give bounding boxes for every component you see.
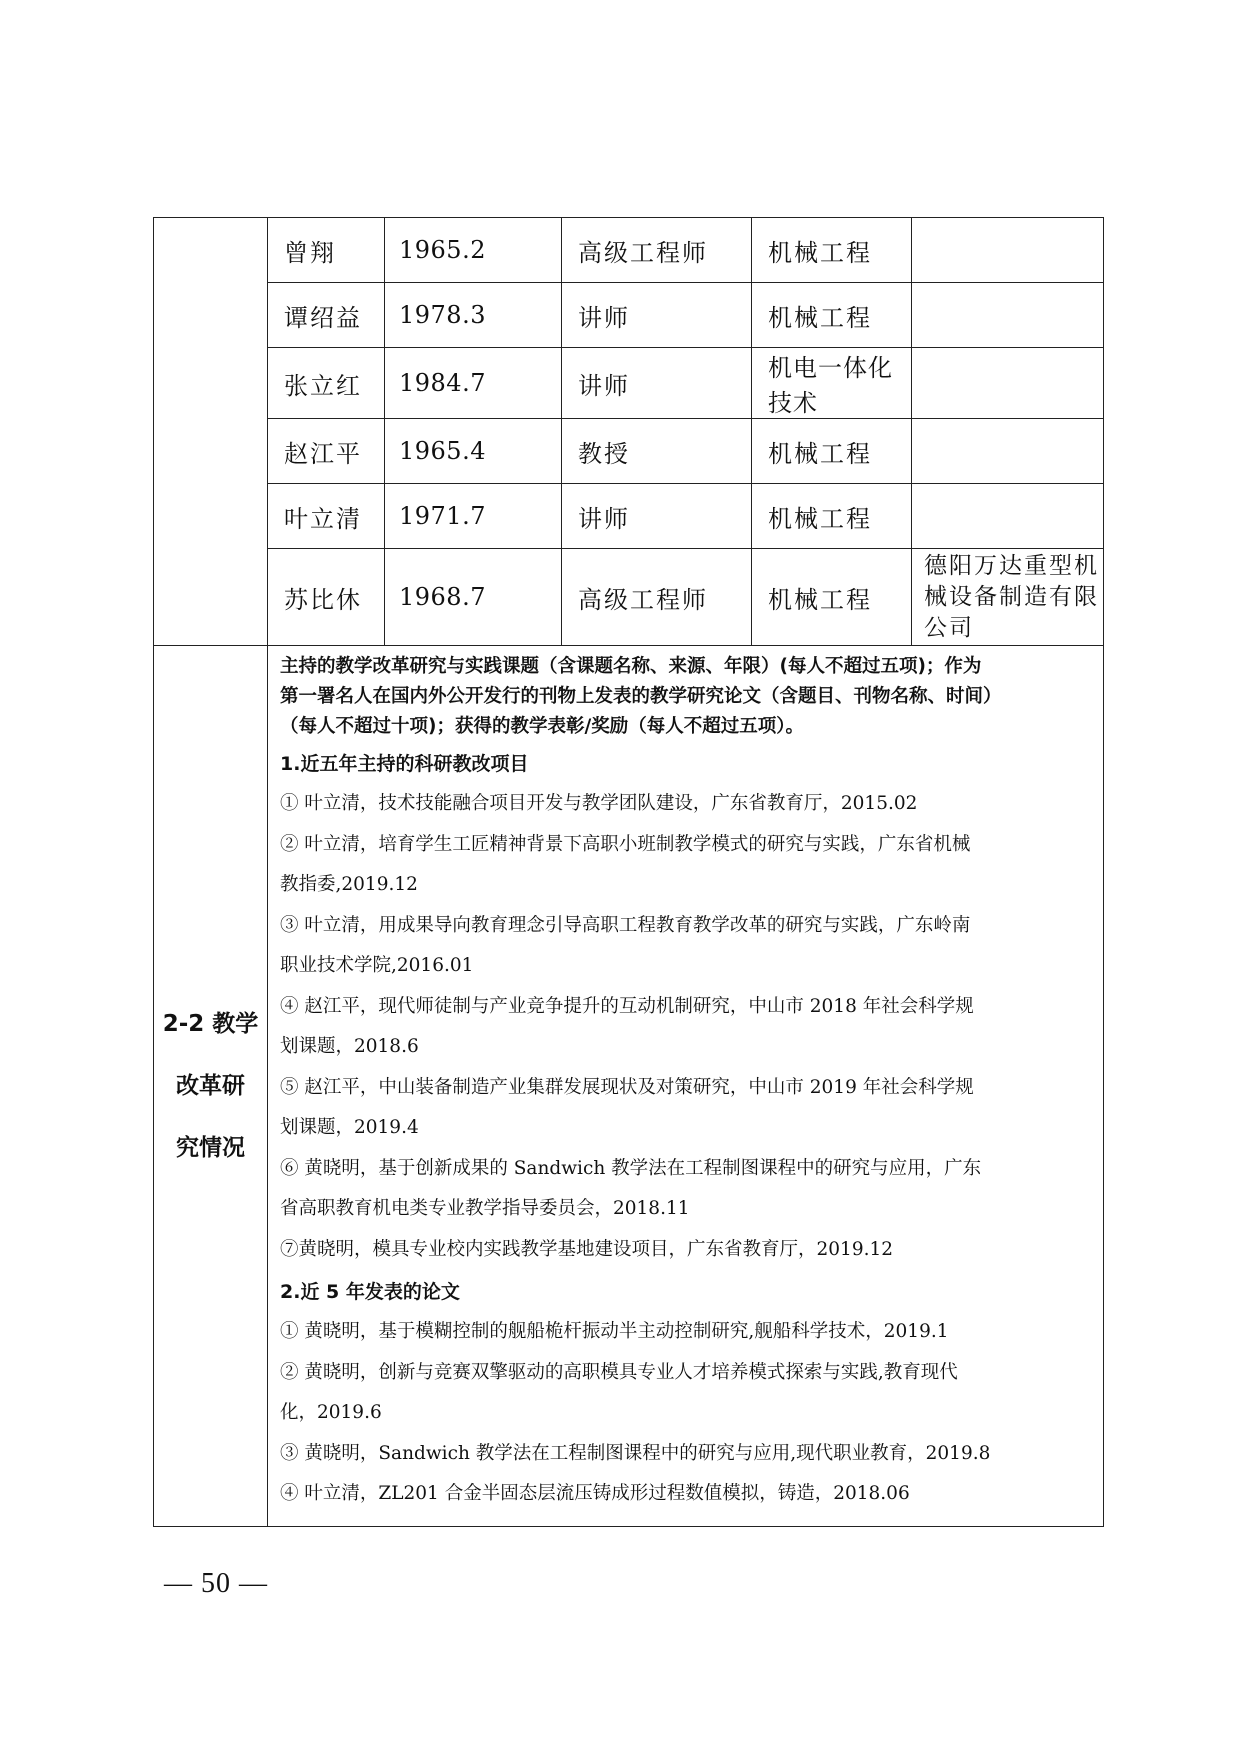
staff-major: 机械工程 <box>768 238 872 267</box>
table-row <box>154 283 1104 348</box>
staff-major: 机械工程 <box>768 504 872 533</box>
paper-line: ① 黄晓明，基于模糊控制的舰船桅杆振动半主动控制研究,舰船科学技术，2019.1 <box>280 1321 949 1342</box>
staff-name: 苏比休 <box>284 585 362 614</box>
table-row <box>154 348 1104 419</box>
staff-name: 谭绍益 <box>284 303 362 332</box>
intro-line: 主持的教学改革研究与实践课题（含课题名称、来源、年限）(每人不超过五项)；作为 <box>280 656 982 677</box>
project-line: ② 叶立清，培育学生工匠精神背景下高职小班制教学模式的研究与实践，广东省机械 <box>280 833 971 855</box>
paper-line: ④ 叶立清，ZL201 合金半固态层流压铸成形过程数值模拟，铸造，2018.06 <box>280 1483 910 1504</box>
staff-birth: 1965.4 <box>399 437 486 465</box>
staff-table <box>153 217 1104 1527</box>
section-label-line: 改革研 <box>176 1073 245 1099</box>
staff-name: 张立红 <box>284 371 362 400</box>
staff-name: 叶立清 <box>284 504 362 533</box>
staff-name: 赵江平 <box>284 439 362 468</box>
staff-title: 讲师 <box>578 303 630 332</box>
table-row <box>154 484 1104 549</box>
project-line: ③ 叶立清，用成果导向教育理念引导高职工程教育教学改革的研究与实践，广东岭南 <box>280 914 971 936</box>
staff-name: 曾翔 <box>284 238 336 267</box>
paper-line: ② 黄晓明，创新与竞赛双擎驱动的高职模具专业人才培养模式探索与实践,教育现代 <box>280 1361 958 1383</box>
staff-title: 高级工程师 <box>578 585 708 614</box>
blank-label-cell <box>154 218 268 646</box>
staff-title: 高级工程师 <box>578 238 708 267</box>
staff-title: 讲师 <box>578 371 630 400</box>
section-label-line: 究情况 <box>176 1135 245 1161</box>
staff-birth: 1971.7 <box>399 502 486 530</box>
section-heading-projects: 1.近五年主持的科研教改项目 <box>280 753 529 775</box>
intro-line: （每人不超过十项)；获得的教学表彰/奖励（每人不超过五项）。 <box>280 716 804 737</box>
project-line: 职业技术学院,2016.01 <box>280 955 474 976</box>
project-line: 划课题，2018.6 <box>280 1036 419 1057</box>
staff-title: 教授 <box>578 439 630 468</box>
staff-major: 机械工程 <box>768 585 872 614</box>
table-row <box>154 419 1104 484</box>
project-line: 省高职教育机电类专业教学指导委员会，2018.11 <box>280 1198 690 1219</box>
paper-line: ③ 黄晓明，Sandwich 教学法在工程制图课程中的研究与应用,现代职业教育，2019.8 <box>280 1442 991 1464</box>
project-line: ④ 赵江平，现代师徒制与产业竞争提升的互动机制研究，中山市 2018 年社会科学规 <box>280 995 974 1017</box>
staff-major: 机械工程 <box>768 303 872 332</box>
staff-birth: 1968.7 <box>399 583 486 611</box>
reform-section-row <box>154 646 1104 1527</box>
staff-birth: 1978.3 <box>399 301 486 329</box>
section-label <box>154 646 268 1527</box>
project-line: 划课题，2019.4 <box>280 1117 419 1138</box>
section-label-line: 2-2 教学 <box>162 1011 259 1037</box>
project-line: 教指委,2019.12 <box>280 874 418 895</box>
staff-org: 德阳万达重型机械设备制造有限公司 <box>924 552 1099 641</box>
section-content <box>268 646 1104 1527</box>
page-number: — 50 — <box>164 1568 268 1599</box>
staff-birth: 1984.7 <box>399 369 486 397</box>
staff-major: 机电一体化技术 <box>768 354 893 417</box>
table-row <box>154 549 1104 646</box>
project-line: ① 叶立清，技术技能融合项目开发与教学团队建设，广东省教育厅，2015.02 <box>280 793 918 814</box>
project-line: ⑥ 黄晓明，基于创新成果的 Sandwich 教学法在工程制图课程中的研究与应用，广东 <box>280 1157 982 1179</box>
staff-birth: 1965.2 <box>399 236 486 264</box>
paper-line: 化，2019.6 <box>280 1402 382 1423</box>
table-row <box>154 218 1104 283</box>
section-heading-papers: 2.近 5 年发表的论文 <box>280 1281 460 1303</box>
intro-line: 第一署名人在国内外公开发行的刊物上发表的教学研究论文（含题目、刊物名称、时间） <box>280 686 1002 707</box>
project-line: ⑦黄晓明，模具专业校内实践教学基地建设项目，广东省教育厅，2019.12 <box>280 1238 894 1260</box>
project-line: ⑤ 赵江平，中山装备制造产业集群发展现状及对策研究，中山市 2019 年社会科学规 <box>280 1076 974 1098</box>
staff-major: 机械工程 <box>768 439 872 468</box>
staff-title: 讲师 <box>578 504 630 533</box>
